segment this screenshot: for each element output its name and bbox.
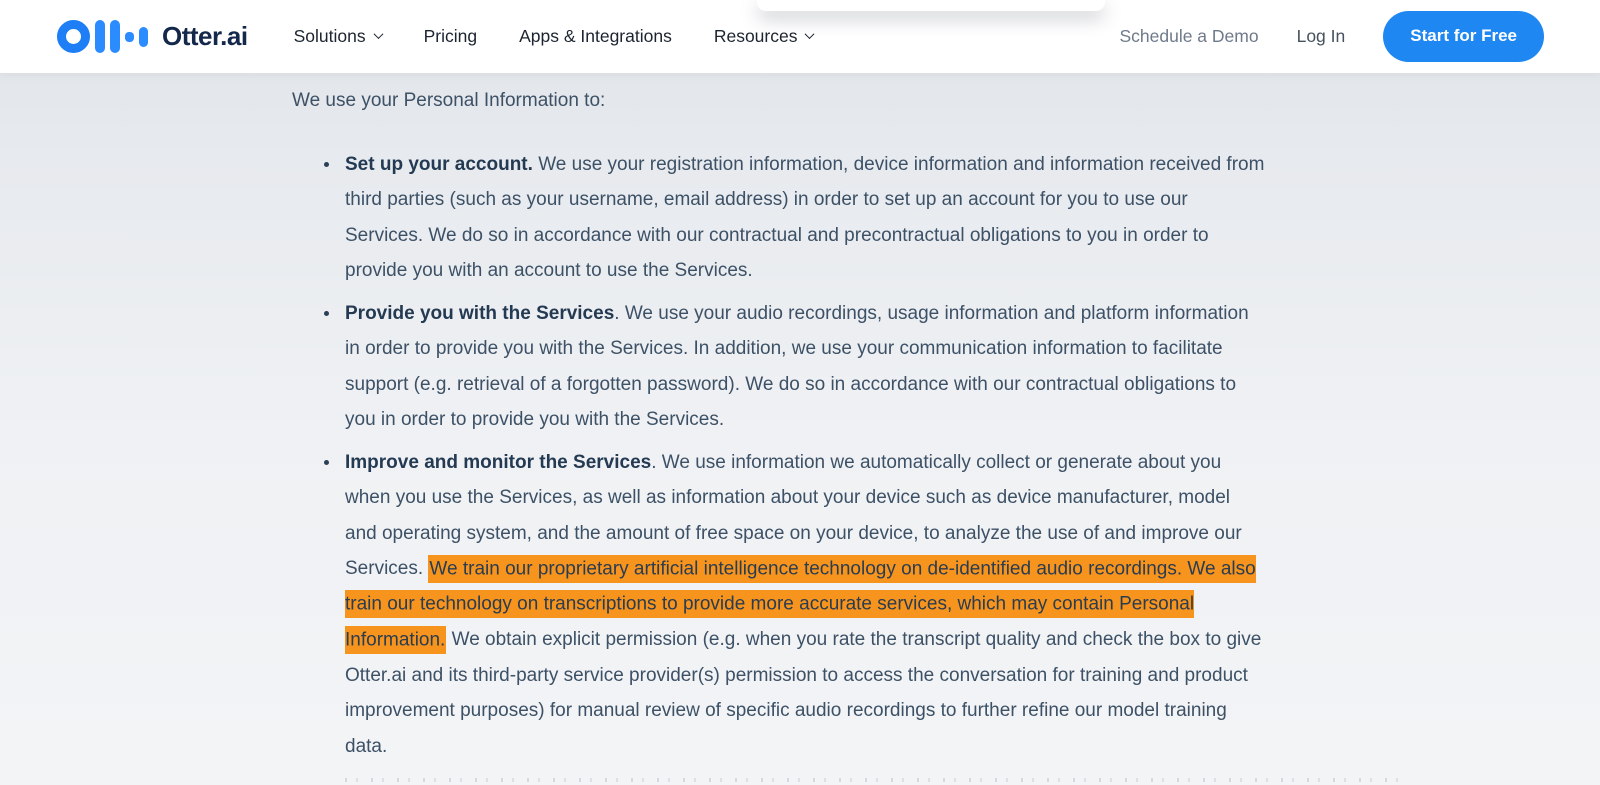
otter-logo[interactable] [57,17,248,57]
bullet-icon [324,162,329,167]
usage-list [323,147,1600,765]
logo-dot [125,32,134,42]
nav-link-label: Apps & Integrations [519,26,672,46]
nav-link-label: Resources [713,26,798,46]
schedule-demo-link[interactable]: Schedule a Demo [1119,25,1259,46]
nav-link-apps-integrations[interactable] [519,26,672,47]
logo-bar [110,20,120,53]
body-text: We use your registration information, device information and information received from third parties (such as your username, email address) in order to set up an account for you to use our Services. We do so in accordance with our contractual and precontractual obligations to you in order to provide you with an account to use the Services. [345,153,1265,281]
bullet-lead-in: Provide you with the Services [345,302,615,324]
nav-link-resources[interactable] [714,26,814,47]
privacy-policy-content [0,73,1600,764]
list-item [323,296,1265,438]
body-text: . We use information we automatically collect or generate about you when you use the Services, as well as information about your device such as device manufacturer, model and operating system, and the amount of free space on your device, to analyze the use of and improve our Services. [345,451,1242,579]
body-text: We obtain explicit permission (e.g. when you rate the transcript quality and check the box to give Otter.ai and its third-party service provider(s) permission to access the conversation for training and product improvement purposes) for manual review of specific audio recordings to further refine our model training data. [345,629,1262,757]
logo-bar [139,27,148,47]
chevron-down-icon [373,29,383,39]
floating-panel-edge [757,0,1105,11]
list-item [323,147,1265,289]
start-for-free-button[interactable]: Start for Free [1383,11,1544,61]
body-text: . We use your audio recordings, usage information and platform information in order to provide you with the Services. In addition, we use your communication information to facilitate support (e.g. retrieval of a forgotten password). We do so in accordance with our contractual obligations to you in order to provide you with the Services. [345,302,1249,430]
intro-paragraph: We use your Personal Information to: [292,90,606,111]
bullet-lead-in: Improve and monitor the Services [345,451,652,473]
nav-link-label: Solutions [293,26,366,46]
bullet-icon [324,460,329,465]
nav-right-group [1119,11,1544,61]
nav-link-pricing[interactable] [424,26,478,47]
nav-links [294,26,814,47]
logo-o-ring [57,20,90,53]
otter-logo-icon [57,17,148,57]
brand-wordmark: Otter.ai [162,21,248,51]
nav-link-solutions[interactable] [294,26,382,47]
list-item [323,445,1265,765]
chevron-down-icon [805,29,815,39]
highlighted-text: We train our proprietary artificial intelligence technology on de-identified audio recordings. We also train our technology on transcriptions to provide more accurate services, which may contain Personal Information. [345,555,1256,654]
log-in-link[interactable]: Log In [1296,25,1346,46]
bullet-lead-in: Set up your account. [345,153,533,175]
logo-bar [95,20,105,53]
bullet-icon [324,311,329,316]
clipped-next-line [345,778,1410,782]
nav-link-label: Pricing [423,26,478,46]
